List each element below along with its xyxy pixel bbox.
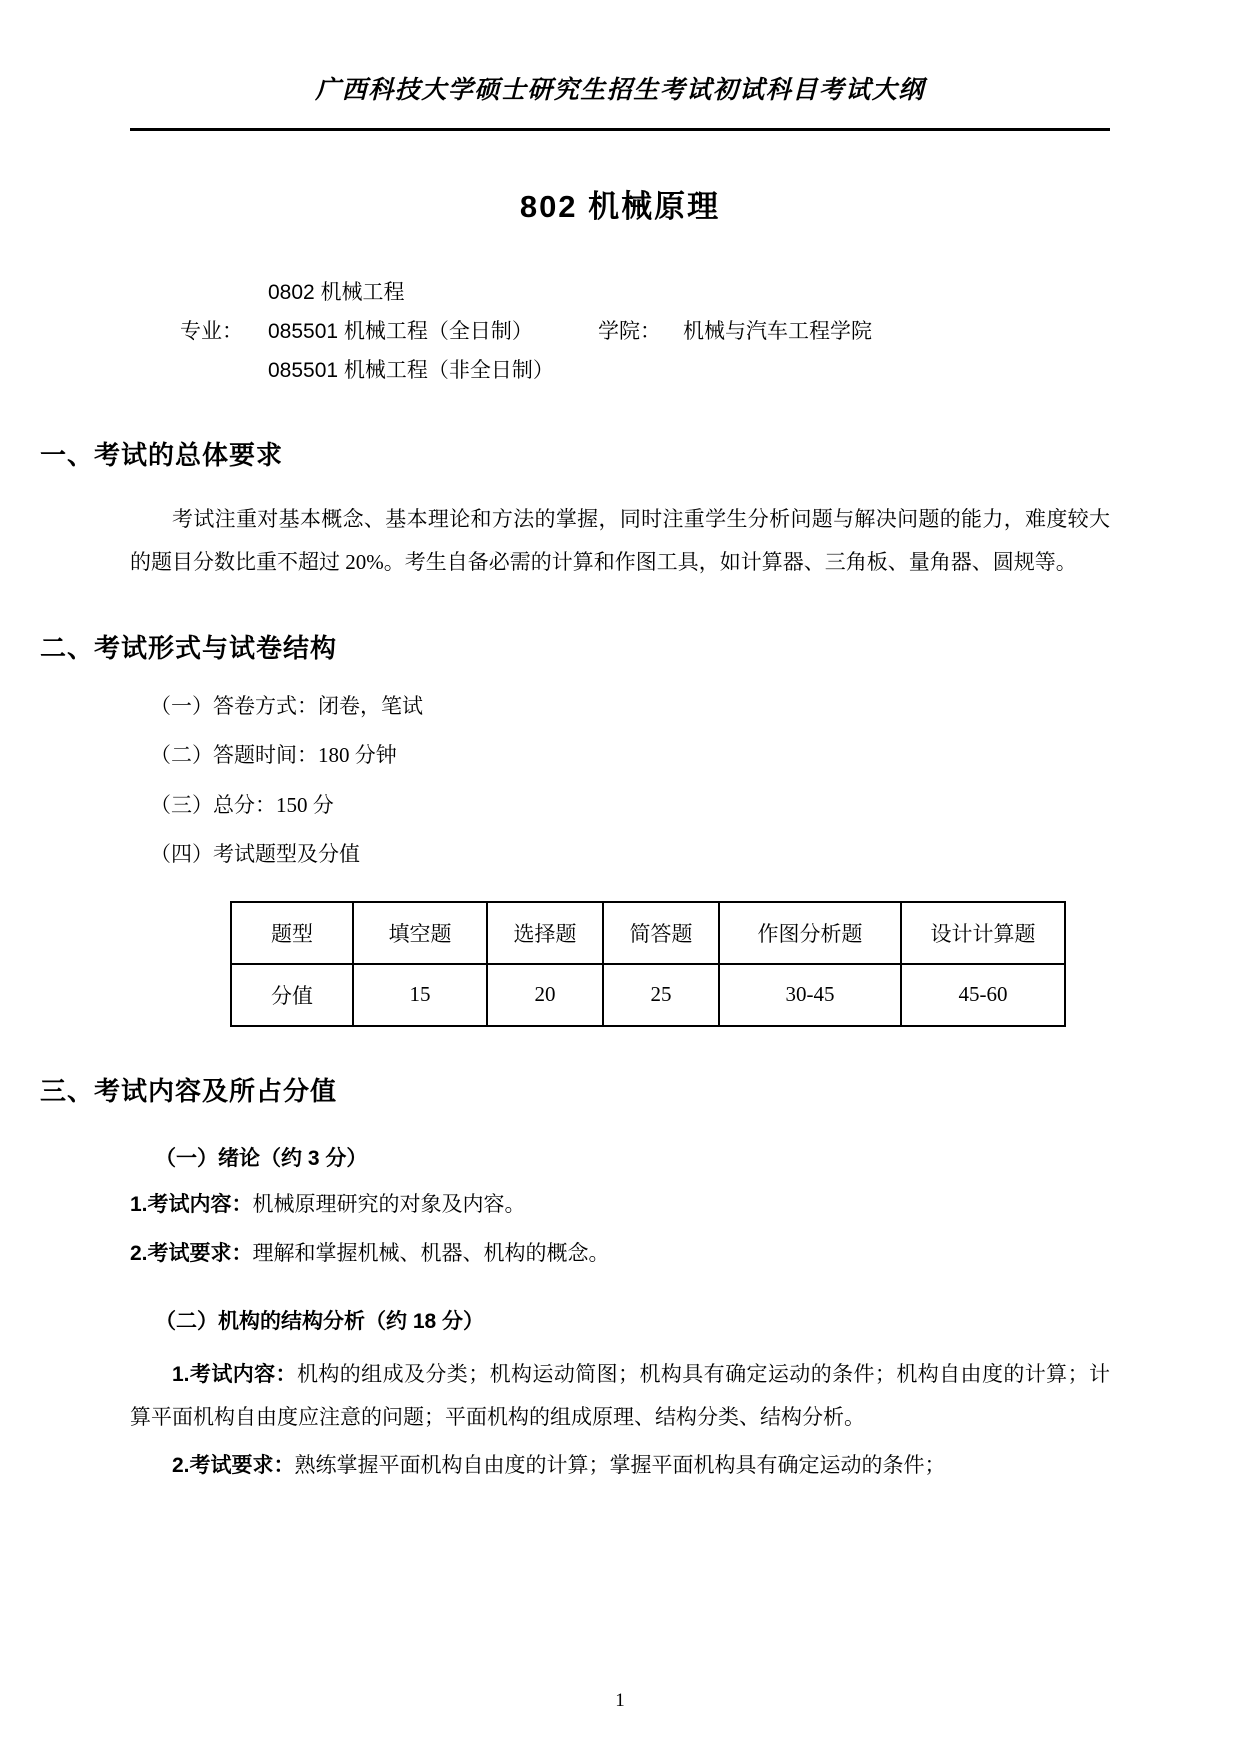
program-row-code — [180, 274, 1240, 313]
major-parttime: 085501 机械工程（非全日制） — [268, 358, 554, 382]
table-value-multiple-choice: 20 — [487, 964, 603, 1026]
entry-key: 2.考试要求： — [130, 1242, 253, 1266]
section-3-heading: 三、考试内容及所占分值 — [40, 1075, 338, 1106]
table-value-drawing-analysis: 30-45 — [719, 964, 901, 1026]
running-header-title: 广西科技大学硕士研究生招生考试初试科目考试大纲 — [315, 75, 925, 104]
subsection-1-entry-requirement — [130, 1237, 1240, 1271]
program-first-code: 0802 机械工程 — [268, 281, 405, 304]
table-row-header — [231, 902, 1065, 964]
page-title: 802 机械原理 — [519, 189, 721, 224]
table-value-short-answer: 25 — [603, 964, 719, 1026]
subsection-2-entry-content — [130, 1353, 1110, 1438]
table-header-multiple-choice: 选择题 — [487, 902, 603, 964]
entry-text: 机械原理研究的对象及内容。 — [252, 1191, 526, 1216]
section-2-item-answer-mode: （一）答卷方式：闭卷，笔试 — [150, 693, 423, 718]
subsection-1-heading: （一）绪论（约 3 分） — [155, 1146, 368, 1170]
table-value-fill-in: 15 — [353, 964, 487, 1026]
entry-text: 理解和掌握机械、机器、机构的概念。 — [252, 1241, 610, 1266]
table-value-design-calculation: 45-60 — [901, 964, 1065, 1026]
subsection-2-heading: （二）机构的结构分析（约 18 分） — [155, 1309, 485, 1333]
section-2-item-question-types: （四）考试题型及分值 — [150, 842, 360, 867]
entry-key: 1.考试内容： — [172, 1362, 297, 1386]
section-1-heading: 一、考试的总体要求 — [40, 439, 284, 470]
subsection-1-entry-content — [130, 1188, 1240, 1222]
program-info-block — [0, 274, 1240, 391]
major-fulltime: 085501 机械工程（全日制） — [268, 319, 533, 343]
section-2-heading: 二、考试形式与试卷结构 — [40, 632, 338, 663]
entry-key: 1.考试内容： — [130, 1192, 253, 1216]
header-divider — [130, 128, 1110, 131]
section-1-paragraph: 考试注重对基本概念、基本理论和方法的掌握，同时注重学生分析问题与解决问题的能力，难度较大的题目分数比重不超过 20%。考生自备必需的计算和作图工具，如计算器、三角板、量角器、圆规等。 — [130, 506, 1110, 574]
section-2-item-total-score: （三）总分：150 分 — [150, 792, 334, 817]
score-table-wrapper — [230, 901, 1240, 1027]
program-row-parttime — [180, 352, 1240, 391]
table-header-rowlabel: 题型 — [231, 902, 353, 964]
major-label: 专业： — [180, 319, 243, 343]
table-header-fill-in: 填空题 — [353, 902, 487, 964]
program-row-fulltime — [180, 313, 1240, 352]
score-table — [230, 901, 1066, 1027]
entry-key: 2.考试要求： — [172, 1453, 295, 1477]
table-row-values — [231, 964, 1065, 1026]
table-header-short-answer: 简答题 — [603, 902, 719, 964]
entry-text: 熟练掌握平面机构自由度的计算；掌握平面机构具有确定运动的条件； — [294, 1452, 946, 1477]
entry-text: 机构的组成及分类；机构运动简图；机构具有确定运动的条件；机构自由度的计算；计算平面机构自由度应注意的问题；平面机构的组成原理、结构分类、结构分析。 — [130, 1361, 1110, 1429]
subsection-2-entry-requirement — [130, 1444, 1110, 1487]
table-value-rowlabel: 分值 — [231, 964, 353, 1026]
page-number: 1 — [615, 1690, 625, 1711]
table-header-drawing-analysis: 作图分析题 — [719, 902, 901, 964]
table-header-design-calculation: 设计计算题 — [901, 902, 1065, 964]
section-2-item-duration: （二）答题时间：180 分钟 — [150, 743, 397, 768]
college-value: 机械与汽车工程学院 — [683, 319, 872, 343]
college-label: 学院： — [598, 319, 661, 343]
